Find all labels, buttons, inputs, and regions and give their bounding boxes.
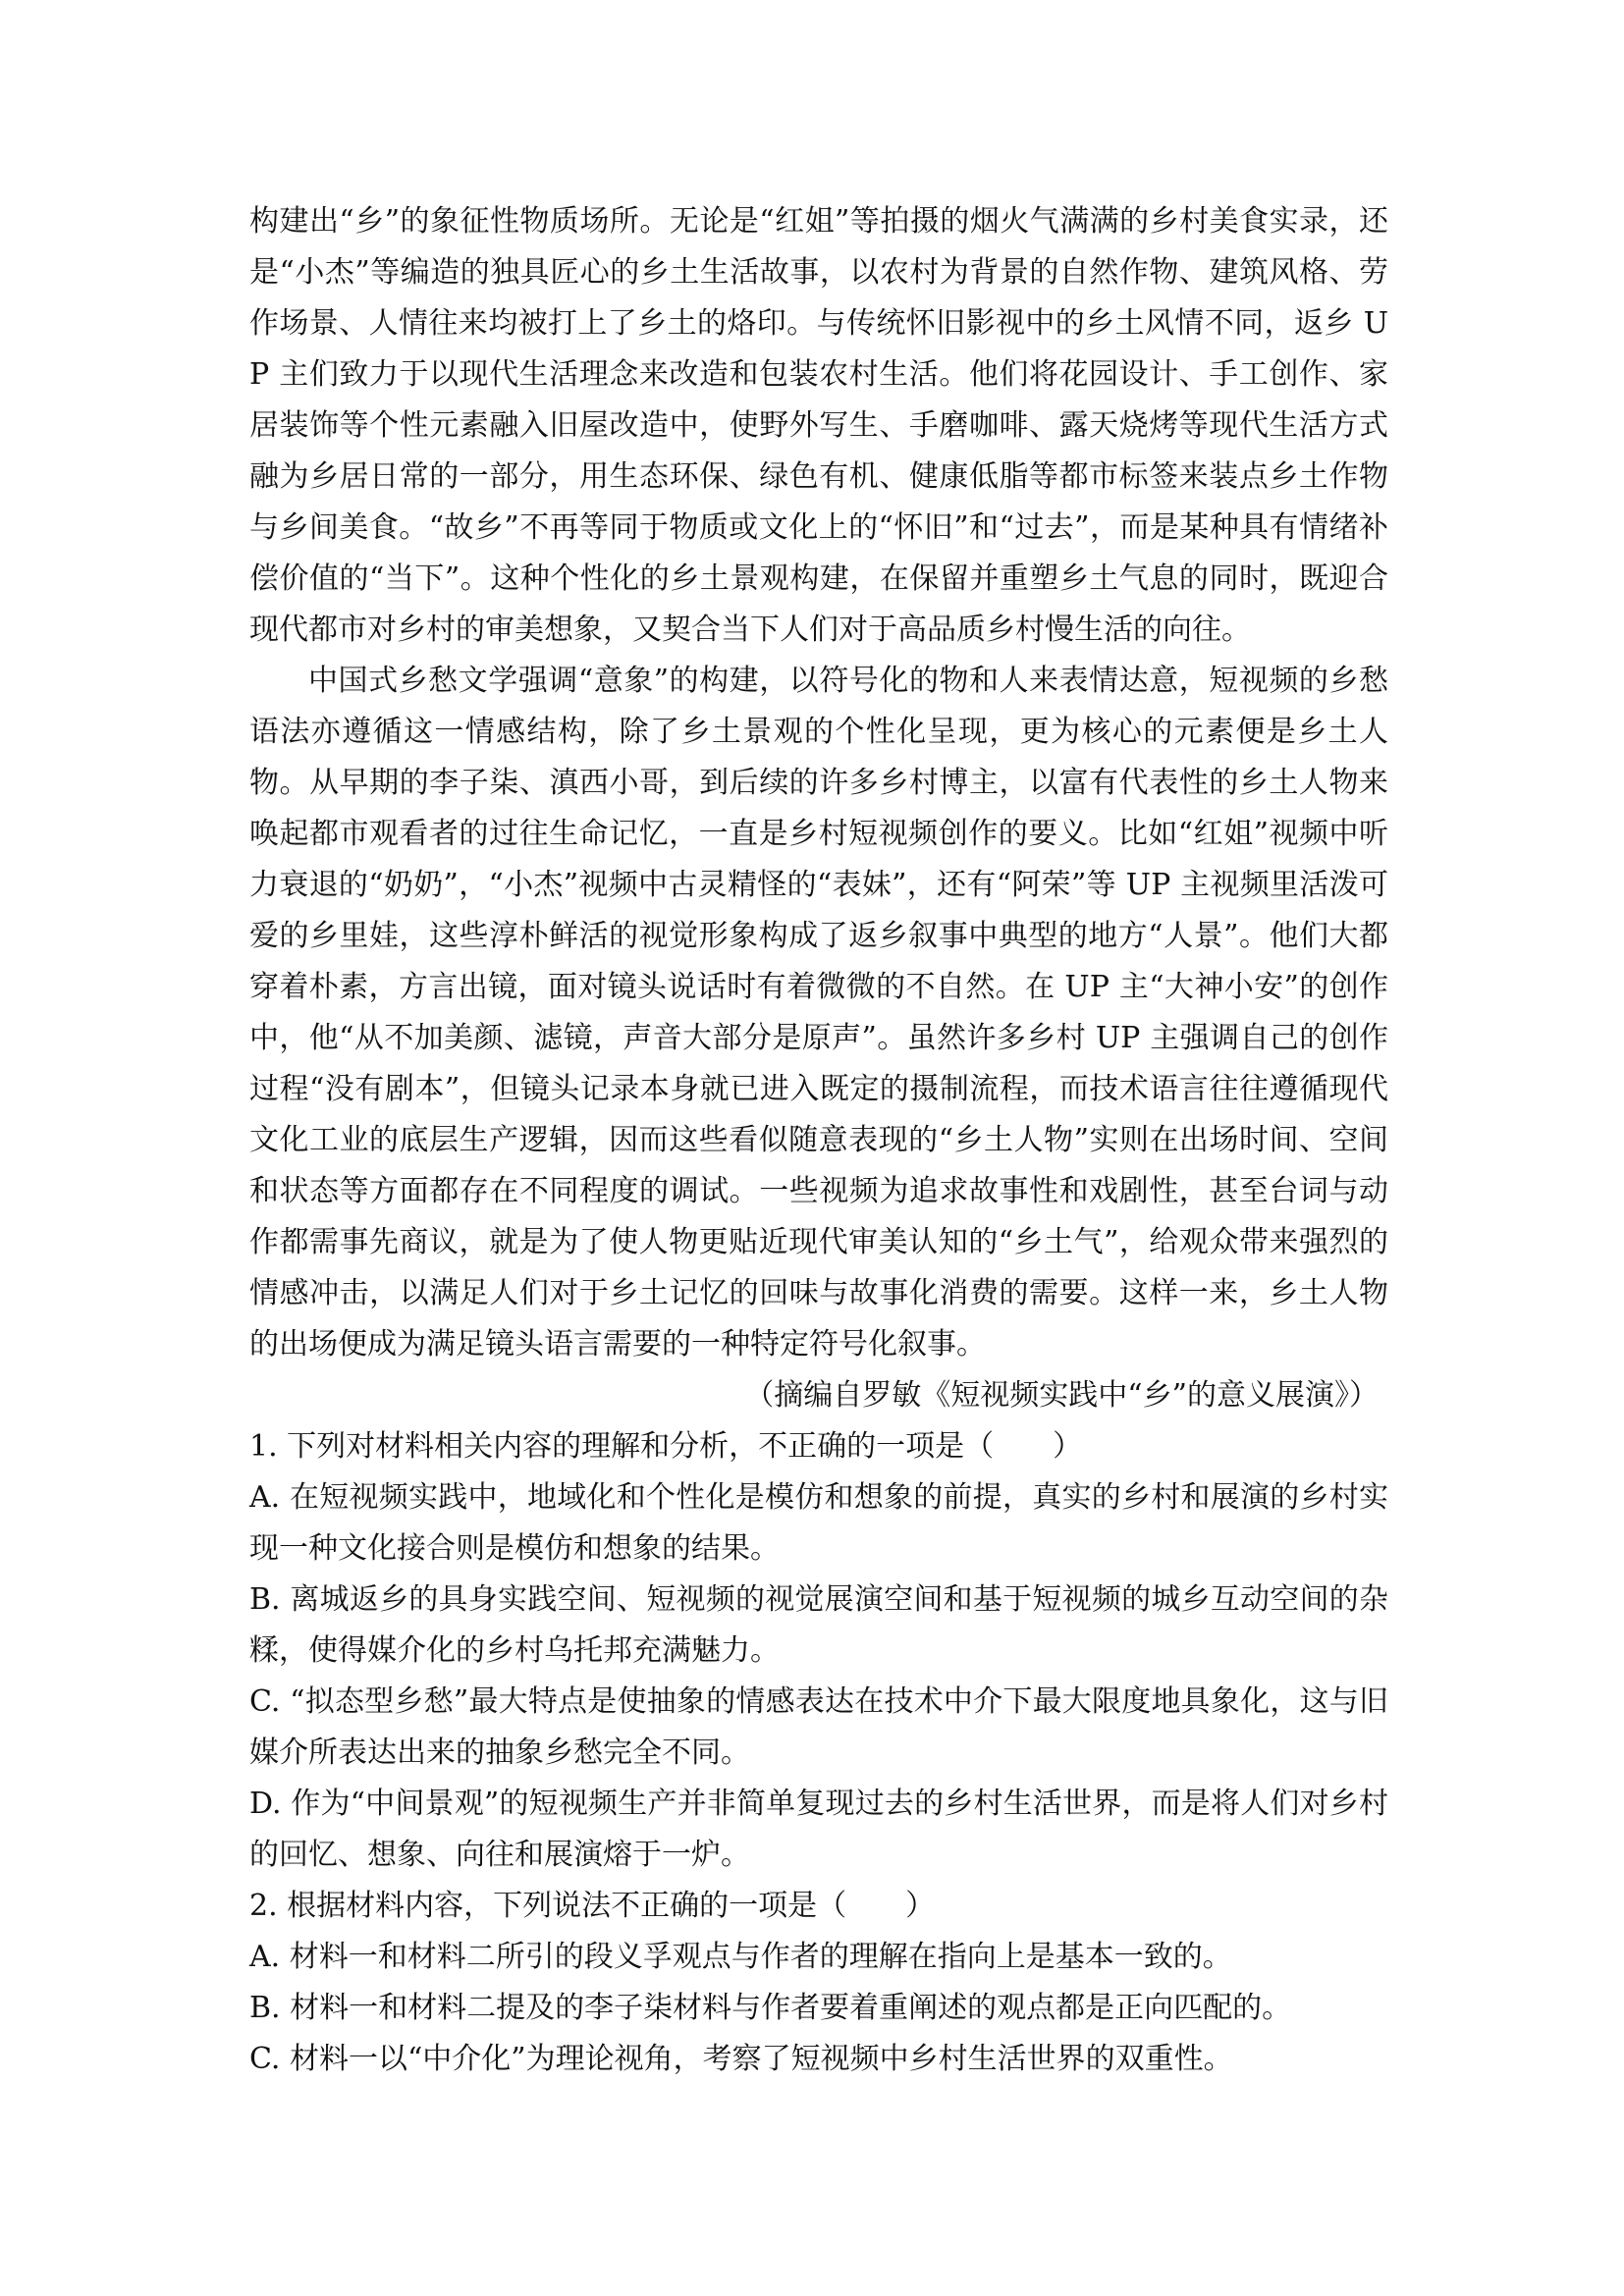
- body-paragraph-2: 中国式乡愁文学强调“意象”的构建，以符号化的物和人来表情达意，短视频的乡愁语法亦遵循这一情感结构，除了乡土景观的个性化呈现，更为核心的元素便是乡土人物。从早期的李子柒、滇西小哥，到后续的许多乡村博主，以富有代表性的乡土人物来唤起都市观看者的过往生命记忆，一直是乡村短视频创作的要义。比如“红姐”视频中听力衰退的“奶奶”，“小杰”视频中古灵精怪的“表妹”，还有“阿荣”等 UP 主视频里活泼可爱的乡里娃，这些淳朴鲜活的视觉形象构成了返乡叙事中典型的地方“人景”。他们大都穿着朴素，方言出镜，面对镜头说话时有着微微的不自然。在 UP 主“大神小安”的创作中，他“从不加美颜、滤镜，声音大部分是原声”。虽然许多乡村 UP 主强调自己的创作过程“没有剧本”，但镜头记录本身就已进入既定的摄制流程，而技术语言往往遵循现代文化工业的底层生产逻辑，因而这些看似随意表现的“乡土人物”实则在出场时间、空间和状态等方面都存在不同程度的调试。一些视频为追求故事性和戏剧性，甚至台词与动作都需事先商议，就是为了使人物更贴近现代审美认知的“乡土气”，给观众带来强烈的情感冲击，以满足人们对于乡土记忆的回味与故事化消费的需要。这样一来，乡土人物的出场便成为满足镜头语言需要的一种特定符号化叙事。: [249, 664, 1388, 1362]
- question-2-option-c: C. 材料一以“中介化”为理论视角，考察了短视频中乡村生活世界的双重性。: [249, 2042, 1233, 2076]
- question-1-stem: 1. 下列对材料相关内容的理解和分析，不正确的一项是（ ）: [249, 1429, 1083, 1464]
- question-1-option-a: A. 在短视频实践中，地域化和个性化是模仿和想象的前提，真实的乡村和展演的乡村实现一种文化接合则是模仿和想象的结果。: [249, 1480, 1388, 1566]
- source-citation: （摘编自罗敏《短视频实践中“乡”的意义展演》）: [744, 1378, 1379, 1413]
- question-1-option-d: D. 作为“中间景观”的短视频生产并非简单复现过去的乡村生活世界，而是将人们对乡村的回忆、想象、向往和展演熔于一炉。: [249, 1787, 1388, 1872]
- body-paragraph-1: 构建出“乡”的象征性物质场所。无论是“红姐”等拍摄的烟火气满满的乡村美食实录，还是“小杰”等编造的独具匠心的乡土生活故事，以农村为背景的自然作物、建筑风格、劳作场景、人情往来均被打上了乡土的烙印。与传统怀旧影视中的乡土风情不同，返乡 UP 主们致力于以现代生活理念来改造和包装农村生活。他们将花园设计、手工创作、家居装饰等个性元素融入旧屋改造中，使野外写生、手磨咖啡、露天烧烤等现代生活方式融为乡居日常的一部分，用生态环保、绿色有机、健康低脂等都市标签来装点乡土作物与乡间美食。“故乡”不再等同于物质或文化上的“怀旧”和“过去”，而是某种具有情绪补偿价值的“当下”。这种个性化的乡土景观构建，在保留并重塑乡土气息的同时，既迎合现代都市对乡村的审美想象，又契合当下人们对于高品质乡村慢生活的向往。: [249, 204, 1388, 647]
- question-1: [249, 1421, 1388, 1881]
- question-2-option-a: A. 材料一和材料二所引的段义孚观点与作者的理解在指向上是基本一致的。: [249, 1940, 1232, 1974]
- question-1-option-b: B. 离城返乡的具身实践空间、短视频的视觉展演空间和基于短视频的城乡互动空间的杂糅，使得媒介化的乡村乌托邦充满魅力。: [249, 1582, 1388, 1668]
- document-page: [249, 196, 1388, 2085]
- question-2-option-b: B. 材料一和材料二提及的李子柒材料与作者要着重阐述的观点都是正向匹配的。: [249, 1991, 1292, 2025]
- question-2: [249, 1881, 1388, 2085]
- question-1-option-c: C. “拟态型乡愁”最大特点是使抽象的情感表达在技术中介下最大限度地具象化，这与旧媒介所表达出来的抽象乡愁完全不同。: [249, 1684, 1388, 1770]
- question-2-stem: 2. 根据材料内容，下列说法不正确的一项是（ ）: [249, 1889, 936, 1923]
